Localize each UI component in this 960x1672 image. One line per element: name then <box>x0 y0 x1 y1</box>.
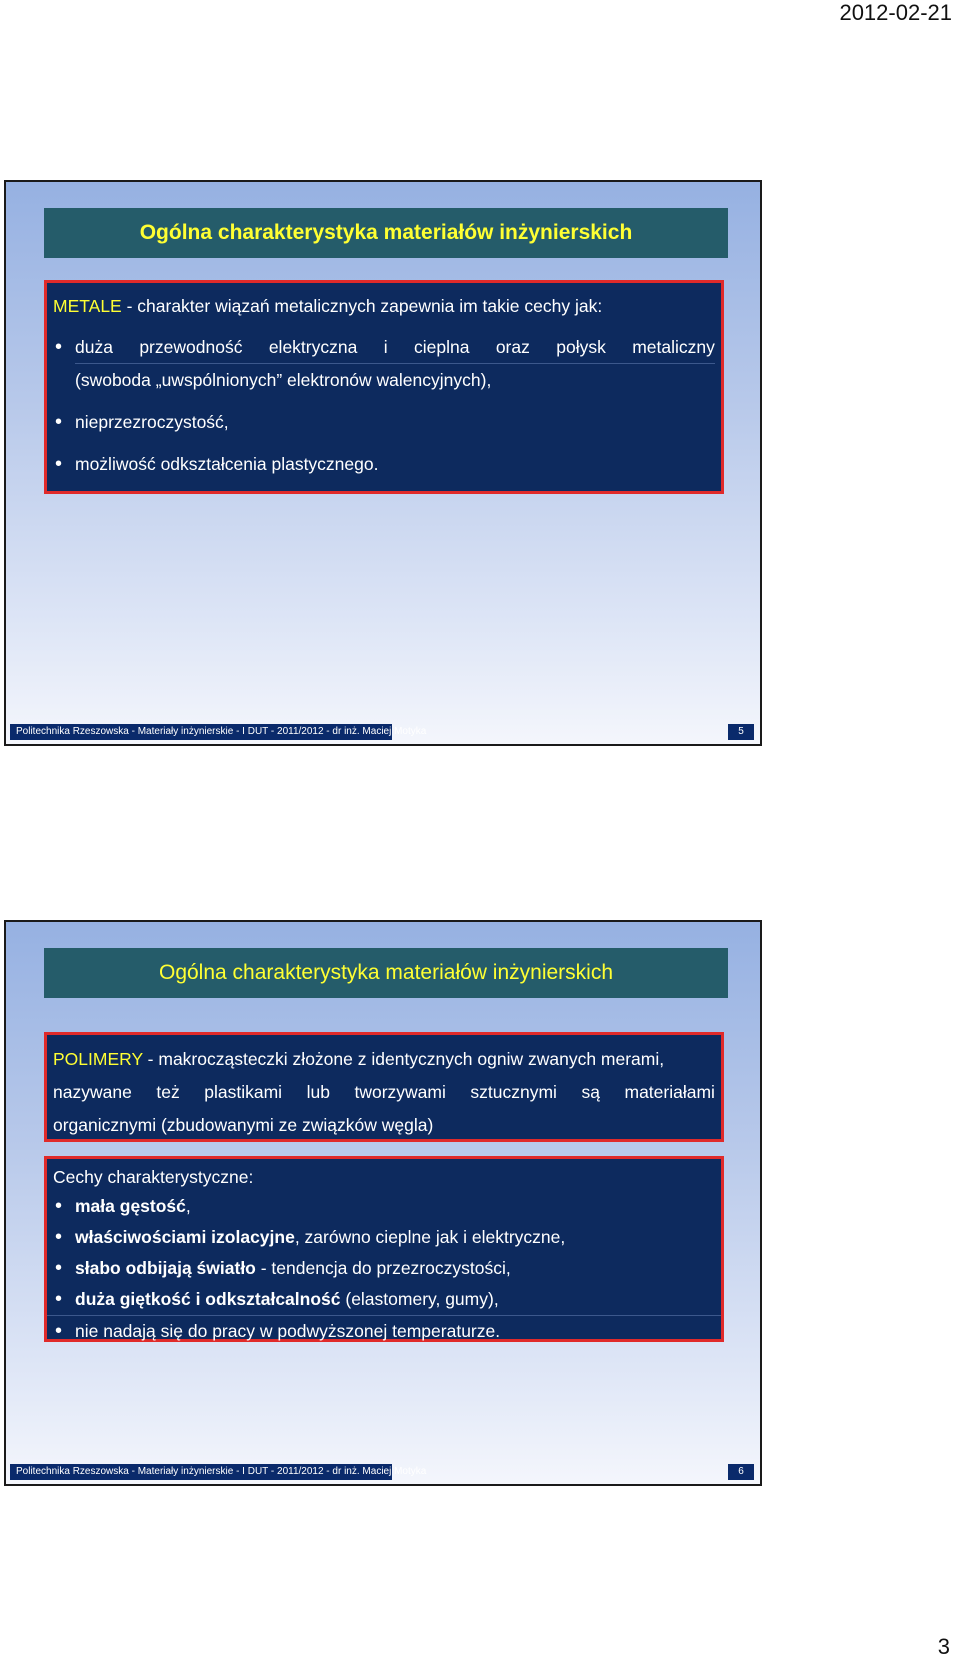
list-item <box>47 406 721 438</box>
list-item <box>47 1191 721 1222</box>
list-item <box>47 1315 721 1347</box>
bullet-text: , <box>185 1196 191 1216</box>
bullet-icon: • <box>55 1320 63 1342</box>
word: nazywane <box>53 1082 132 1102</box>
word: cieplna <box>413 337 470 357</box>
word: połysk <box>556 337 606 357</box>
bullet-text: - tendencja do przezroczystości, <box>255 1258 511 1278</box>
bullet-bold-text: właściwościami izolacyjne <box>75 1227 295 1247</box>
list-item <box>47 1284 721 1315</box>
bullet-icon: • <box>55 1257 63 1279</box>
cechy-box <box>44 1156 724 1342</box>
word: są <box>581 1082 600 1102</box>
bullet-text: nie nadają się do pracy w podwyższonej temperaturze. <box>75 1321 501 1341</box>
bullet-text: , zarówno cieplne jak i elektryczne, <box>294 1227 566 1247</box>
word: tworzywami <box>354 1082 446 1102</box>
list-item <box>47 331 721 396</box>
slide-number: 6 <box>728 1464 754 1480</box>
word: duża <box>75 337 113 357</box>
slide-footer: Politechnika Rzeszowska - Materiały inżynierskie - I DUT - 2011/2012 - dr inż. Maciej Motyka <box>10 1464 392 1480</box>
list-item <box>47 448 721 480</box>
word: materiałami <box>624 1082 715 1102</box>
word: przewodność <box>139 337 243 357</box>
slide-title: Ogólna charakterystyka materiałów inżynierskich <box>44 948 728 998</box>
bullet-icon: • <box>55 411 63 433</box>
polimery-line-3: organicznymi (zbudowanymi ze związków węgla) <box>53 1115 434 1135</box>
polimery-box <box>44 1032 724 1142</box>
polimery-line-1 <box>53 1043 715 1076</box>
metale-box <box>44 280 724 494</box>
list-item <box>47 1222 721 1253</box>
slide-number: 5 <box>728 724 754 740</box>
bullet-bold-text: duża giętkość i odkształcalność <box>75 1289 341 1309</box>
word: plastikami <box>204 1082 283 1102</box>
slide-title: Ogólna charakterystyka materiałów inżynierskich <box>44 208 728 258</box>
slide-metale <box>4 180 762 746</box>
word: oraz <box>495 337 530 357</box>
word: metaliczny <box>632 337 715 357</box>
bullet-text: nieprzezroczystość, <box>75 412 229 432</box>
bullet-icon: • <box>55 453 63 475</box>
polimery-line-2 <box>53 1076 715 1109</box>
bullet-text: (elastomery, gumy), <box>340 1289 499 1309</box>
metale-bullet-list <box>47 331 721 480</box>
bullet-icon: • <box>55 1226 63 1248</box>
cechy-heading: Cechy charakterystyczne: <box>53 1167 254 1187</box>
word: też <box>156 1082 180 1102</box>
slide-footer: Politechnika Rzeszowska - Materiały inżynierskie - I DUT - 2011/2012 - dr inż. Maciej Motyka <box>10 724 392 740</box>
word: elektryczna <box>268 337 358 357</box>
word: lub <box>306 1082 330 1102</box>
bullet-line-justified <box>75 331 721 363</box>
bullet-text: możliwość odkształcenia plastycznego. <box>75 454 379 474</box>
page-date: 2012-02-21 <box>839 0 952 25</box>
metale-keyword: METALE <box>53 296 122 316</box>
bullet-icon: • <box>55 1288 63 1310</box>
word: i <box>383 337 388 357</box>
page-number: 3 <box>937 1634 950 1659</box>
list-item <box>47 1253 721 1284</box>
bullet-line-2: (swoboda „uwspólnionych” elektronów walencyjnych), <box>75 370 492 390</box>
bullet-icon: • <box>55 1195 63 1217</box>
bullet-icon: • <box>55 336 63 358</box>
metale-intro <box>47 291 721 321</box>
metale-intro-text: - charakter wiązań metalicznych zapewnia im takie cechy jak: <box>121 296 603 316</box>
cechy-bullet-list <box>47 1191 721 1347</box>
slide-polimery <box>4 920 762 1486</box>
polimery-line-1-text: - makrocząsteczki złożone z identycznych ogniw zwanych merami, <box>142 1049 665 1069</box>
bullet-bold-text: mała gęstość <box>75 1196 186 1216</box>
polimery-keyword: POLIMERY <box>53 1049 143 1069</box>
bullet-bold-text: słabo odbijają światło <box>75 1258 256 1278</box>
word: sztucznymi <box>470 1082 557 1102</box>
